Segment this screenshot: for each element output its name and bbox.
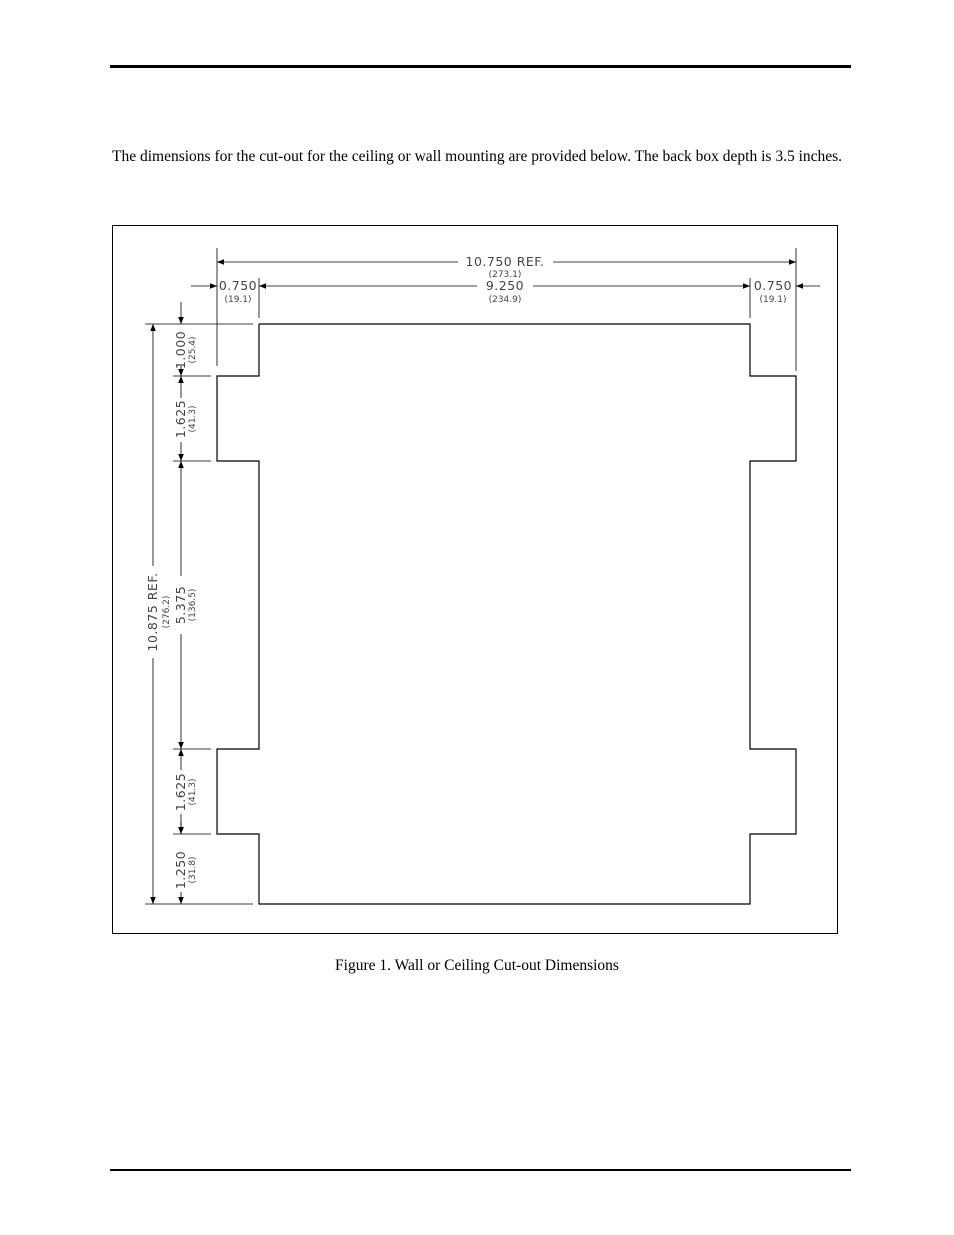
footer-rule xyxy=(110,1169,851,1171)
segment-dimension-1 xyxy=(173,302,198,376)
figure-caption: Figure 1. Wall or Ceiling Cut-out Dimensions xyxy=(335,957,619,974)
left-tab-label: 0.750 xyxy=(218,278,258,293)
segment-dimension-2 xyxy=(173,376,198,461)
segment-2-label: 1.625 xyxy=(173,399,188,439)
overall-width-label: 10.750 REF. xyxy=(465,254,545,269)
inner-width-label: 9.250 xyxy=(485,278,525,293)
overall-height-label: 10.875 REF. xyxy=(145,572,160,652)
header-rule xyxy=(110,65,851,68)
right-tab-dimension xyxy=(754,278,820,305)
cutout-drawing xyxy=(113,226,839,935)
segment-dimension-4 xyxy=(173,749,198,834)
overall-width-dimension xyxy=(217,254,796,280)
inner-width-dimension xyxy=(259,278,750,305)
segment-3-mm: (136.5) xyxy=(188,588,198,622)
segment-2-mm: (41.3) xyxy=(188,405,198,433)
cutout-outline xyxy=(217,324,796,904)
segment-dimension-3 xyxy=(173,461,198,749)
right-tab-mm: (19.1) xyxy=(759,295,787,305)
segment-3-label: 5.375 xyxy=(173,585,188,625)
overall-height-dimension xyxy=(145,324,172,904)
figure-frame xyxy=(112,225,838,934)
left-tab-mm: (19.1) xyxy=(224,295,252,305)
left-tab-dimension xyxy=(191,278,257,305)
overall-height-mm: (276.2) xyxy=(162,595,172,629)
overall-width-mm: (273.1) xyxy=(488,270,522,280)
segment-5-label: 1.250 xyxy=(173,850,188,890)
right-tab-label: 0.750 xyxy=(753,278,793,293)
segment-4-label: 1.625 xyxy=(173,772,188,812)
segment-5-mm: (31.8) xyxy=(188,856,198,884)
body-paragraph: The dimensions for the cut-out for the ceiling or wall mounting are provided below. The back box depth is 3.5 inches. xyxy=(112,148,843,165)
segment-4-mm: (41.3) xyxy=(188,778,198,806)
extension-lines xyxy=(145,248,796,904)
inner-width-mm: (234.9) xyxy=(488,295,522,305)
segment-1-mm: (25.4) xyxy=(188,336,198,364)
segment-1-label: 1.000 xyxy=(173,330,188,370)
